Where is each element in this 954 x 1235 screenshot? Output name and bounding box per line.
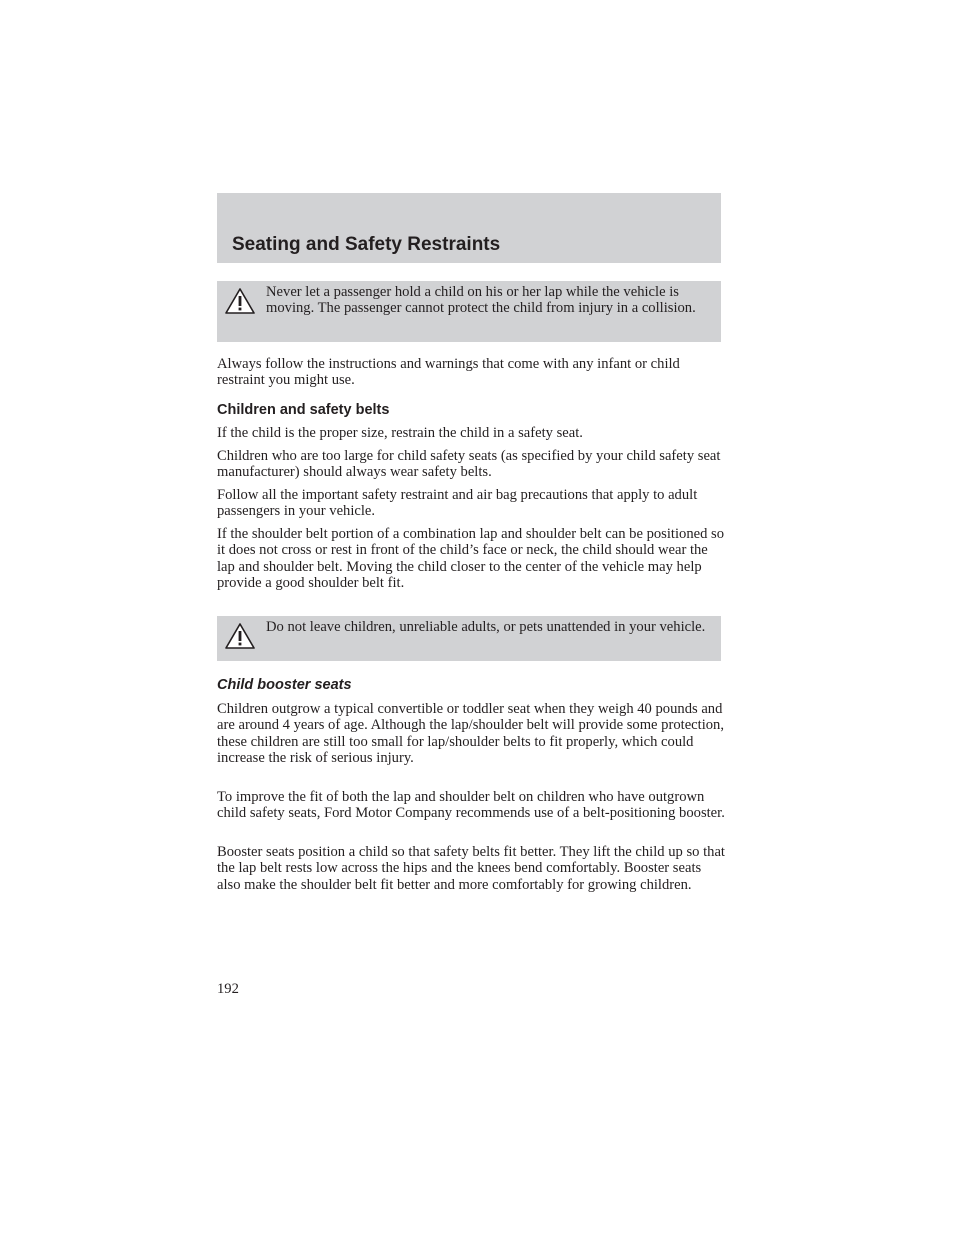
warning-box [217, 281, 721, 342]
body-paragraph: Follow all the important safety restraint and air bag precautions that apply to adult passengers in your vehicle. [217, 487, 698, 520]
page-title: Seating and Safety Restraints [232, 234, 501, 255]
section-heading-booster-seats: Child booster seats [217, 677, 352, 693]
page-number: 192 [217, 981, 239, 997]
section-header-band [217, 193, 721, 263]
body-paragraph: If the child is the proper size, restrain the child in a safety seat. [217, 425, 583, 441]
body-paragraph: Booster seats position a child so that safety belts fit better. They lift the child up so that the lap belt rests low across the hips and the knees bend comfortably. Booster seats also make the shoulder belt fit better and more comfortably for growing children. [217, 844, 725, 893]
body-paragraph: To improve the fit of both the lap and shoulder belt on children who have outgrown child safety seats, Ford Motor Company recommends use of a belt-positioning booster. [217, 789, 725, 822]
warning-triangle-icon [224, 622, 256, 650]
body-paragraph: Children outgrow a typical convertible or toddler seat when they weigh 40 pounds and are around 4 years of age. Although the lap/shoulder belt will provide some protection, these children are still too small for lap/shoulder belts to fit properly, which could increase the risk of serious injury. [217, 701, 724, 767]
intro-paragraph: Always follow the instructions and warnings that come with any infant or child restraint you might use. [217, 356, 680, 389]
warning-text: Do not leave children, unreliable adults, or pets unattended in your vehicle. [266, 619, 706, 635]
warning-triangle-icon [224, 287, 256, 315]
body-paragraph: If the shoulder belt portion of a combination lap and shoulder belt can be positioned so it does not cross or rest in front of the child’s face or neck, the child should wear the lap and shoulder belt. Moving the child closer to the center of the vehicle may help provide a good shoulder belt fit. [217, 526, 725, 592]
warning-box [217, 616, 721, 661]
warning-text: Never let a passenger hold a child on his or her lap while the vehicle is moving. The passenger cannot protect the child from injury in a collision. [266, 284, 696, 317]
body-paragraph: Children who are too large for child safety seats (as specified by your child safety seat manufacturer) should always wear safety belts. [217, 448, 721, 481]
section-heading-safety-belts: Children and safety belts [217, 402, 390, 418]
